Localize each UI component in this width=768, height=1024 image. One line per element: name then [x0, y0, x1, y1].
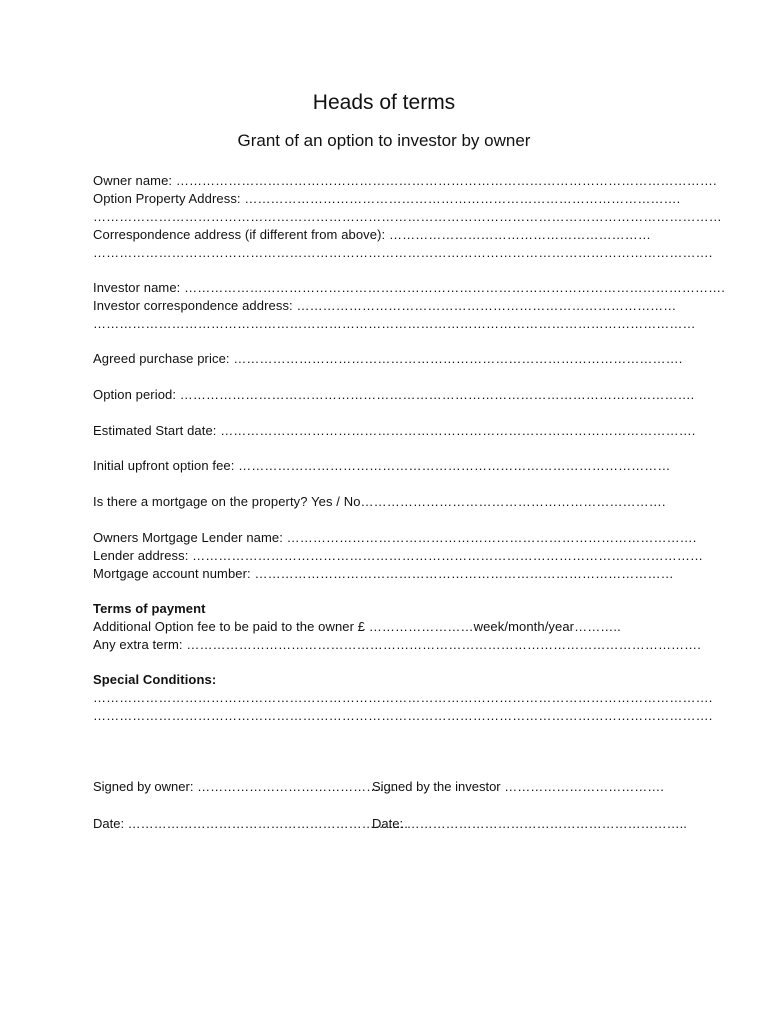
- additional-option-fee-field: Additional Option fee to be paid to the owner £ ……………………week/month/year………..: [93, 619, 621, 634]
- initial-upfront-fee-field: Initial upfront option fee: ………………………………………………………………………………………: [93, 458, 671, 473]
- signed-by-investor-field: Signed by the investor ……………………………….: [372, 779, 664, 794]
- correspondence-address-field: Correspondence address (if different from above): ……………………………………………………: [93, 227, 651, 242]
- special-conditions-line-2: …………………………………………………………………………………………………………………………….: [93, 708, 713, 723]
- agreed-purchase-price-field: Agreed purchase price: ………………………………………………………………………………………….: [93, 351, 683, 366]
- investor-name-field: Investor name: …………………………………………………………………………………………………………….: [93, 280, 725, 295]
- document-subtitle: Grant of an option to investor by owner: [237, 131, 531, 150]
- option-property-address-field: Option Property Address: ……………………………………………………………………………………….: [93, 191, 681, 206]
- address-continuation-line: ………………………………………………………………………………………………………………………………: [93, 209, 722, 224]
- special-conditions-line-1: …………………………………………………………………………………………………………………………….: [93, 690, 713, 705]
- extra-term-field: Any extra term: ……………………………………………………………………………………………………….: [93, 637, 701, 652]
- mortgage-lender-name-field: Owners Mortgage Lender name: ………………………………………………………………………………….: [93, 530, 697, 545]
- estimated-start-date-field: Estimated Start date: ……………………………………………………………………………………………….: [93, 423, 696, 438]
- owner-name-field: Owner name: …………………………………………………………………………………………………………….: [93, 173, 717, 188]
- signed-by-owner-field: Signed by owner: ……………………………………….: [93, 779, 396, 794]
- document-title: Heads of terms: [312, 91, 456, 114]
- investor-correspondence-continuation-line: …………………………………………………………………………………………………………………………: [93, 316, 696, 331]
- option-period-field: Option period: ……………………………………………………………………………………………………….: [93, 387, 695, 402]
- special-conditions-heading: Special Conditions:: [93, 672, 217, 687]
- date-owner-field: Date: ………………………………………………………..: [93, 816, 408, 831]
- mortgage-question-field: Is there a mortgage on the property? Yes / No…………………………………………………………….: [93, 494, 666, 509]
- lender-address-field: Lender address: ………………………………………………………………………………………………………: [93, 548, 704, 563]
- correspondence-continuation-line: …………………………………………………………………………………………………………………………….: [93, 245, 713, 260]
- mortgage-account-number-field: Mortgage account number: ……………………………………………………………………………………: [93, 566, 674, 581]
- investor-correspondence-field: Investor correspondence address: ……………………………………………………………………………: [93, 298, 677, 313]
- date-investor-field: Date: ………………………………………………………..: [372, 816, 687, 831]
- terms-of-payment-heading: Terms of payment: [93, 601, 206, 616]
